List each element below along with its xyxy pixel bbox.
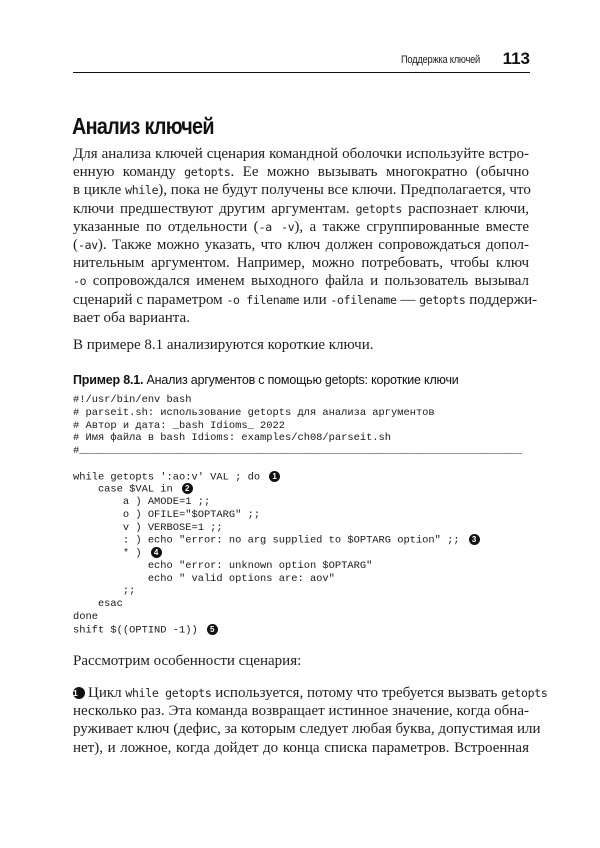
code-line xyxy=(73,432,522,445)
inline-code: getopts xyxy=(355,201,403,216)
code-text: # Автор и дата: _bash Idioms_ 2022 xyxy=(73,419,286,432)
text-run: . Ее можно вызывать многократно (обычно xyxy=(230,164,529,181)
code-text: # parseit.sh: использование getopts для анализа аргументов xyxy=(73,406,435,419)
text-run: или xyxy=(299,291,331,308)
callout-marker-icon: 5 xyxy=(207,624,218,635)
callout-marker-icon: 1 xyxy=(73,687,85,699)
features-intro-paragraph xyxy=(73,652,529,670)
text-run: ), а также сгруппированные вместе xyxy=(294,218,529,235)
text-run: ). Также можно указать, что ключ должен сопровождаться допол- xyxy=(97,237,529,254)
text-run: несколько раз. Эта команда возвращает истинное значение, когда обна- xyxy=(73,703,529,720)
code-line xyxy=(73,624,522,637)
code-line xyxy=(73,483,522,496)
code-text: * ) xyxy=(73,547,142,560)
text-run: нет), и ложное, когда дойдет до конца списка параметров. Встроенная xyxy=(73,739,529,756)
code-text: # Имя файла в bash Idioms: examples/ch08/parseit.sh xyxy=(73,432,392,445)
code-listing xyxy=(73,394,522,636)
code-text: o ) OFILE="$OPTARG" ;; xyxy=(73,508,261,521)
code-text: #_______________________________________________________________________ xyxy=(73,445,522,457)
text-run: енную команду xyxy=(73,164,185,181)
code-line xyxy=(73,598,522,611)
callout-marker-icon: 1 xyxy=(269,471,280,482)
text-run: Для анализа ключей сценария командной оболочки используйте встро- xyxy=(73,146,529,162)
code-text: : ) echo "error: no arg supplied to $OPTARG option" ;; xyxy=(73,534,460,547)
callout-marker-icon: 2 xyxy=(182,483,193,494)
text-run: поддержи- xyxy=(465,291,538,308)
code-text: v ) VERBOSE=1 ;; xyxy=(73,521,223,534)
text-run: руживает ключ (дефис, за которым следует любая буква, допустимая или xyxy=(73,721,541,738)
code-text: ;; xyxy=(73,585,136,598)
code-text: echo "error: unknown option $OPTARG" xyxy=(73,559,373,572)
text-run: нительным аргументом. Например, можно потребовать, чтобы ключ xyxy=(73,255,529,272)
text-run: распознает ключи, xyxy=(402,200,529,217)
paragraph-line xyxy=(73,739,529,757)
example-caption xyxy=(73,373,459,387)
code-line xyxy=(73,560,522,573)
inline-code: while xyxy=(125,183,159,198)
paragraph-line xyxy=(73,309,529,327)
paragraph-line: Рассмотрим особенности сценария: xyxy=(73,653,302,669)
callout-marker-icon: 3 xyxy=(469,534,480,545)
paragraph-line xyxy=(73,145,529,163)
paragraph-line xyxy=(73,291,538,309)
code-line xyxy=(73,496,522,509)
code-line xyxy=(73,573,522,586)
code-line xyxy=(73,445,522,458)
text-run: используется, потому что требуется вызвать xyxy=(211,685,502,701)
code-text: echo " valid options are: aov" xyxy=(73,572,335,585)
code-line xyxy=(73,458,522,471)
inline-code: getopts xyxy=(184,165,231,180)
page-number: 113 xyxy=(502,49,530,68)
inline-code: -ofilename xyxy=(330,292,397,307)
example-caption-text: Анализ аргументов с помощью getopts: короткие ключи xyxy=(143,373,459,387)
code-line xyxy=(73,407,522,420)
text-run: вает оба варианта. xyxy=(73,309,190,326)
text-run: ключи предшествуют другим аргументам. xyxy=(73,200,356,217)
text-run: сценарий с параметром xyxy=(73,291,227,308)
paragraph-line xyxy=(73,702,529,720)
text-run: — xyxy=(396,291,420,308)
callout-marker-icon: 4 xyxy=(151,547,162,558)
code-text: #!/usr/bin/env bash xyxy=(73,394,192,406)
code-line xyxy=(73,420,522,433)
intro-paragraph xyxy=(73,145,538,327)
example-intro-paragraph xyxy=(73,336,529,354)
paragraph-line xyxy=(73,163,529,181)
text-run: ), пока не будут получены все ключи. Предполагается, что xyxy=(158,182,531,199)
code-text: shift $((OPTIND -1)) xyxy=(73,623,198,636)
text-run: сопровождался именем выходного файла и пользователь вызывал xyxy=(86,273,529,290)
running-title: Поддержка ключей xyxy=(400,54,480,66)
paragraph-line: В примере 8.1 анализируются короткие ключи. xyxy=(73,337,374,353)
paragraph-line xyxy=(73,200,529,218)
inline-code: -a -v xyxy=(258,219,295,234)
paragraph-line xyxy=(73,254,529,272)
text-run: Цикл xyxy=(88,685,126,701)
paragraph-line xyxy=(73,236,529,254)
code-text: esac xyxy=(73,598,123,610)
code-text: while getopts ':ao:v' VAL ; do xyxy=(73,470,261,483)
inline-code: -o xyxy=(73,274,87,289)
code-line xyxy=(73,585,522,598)
running-header xyxy=(73,48,530,73)
section-title: Анализ ключей xyxy=(72,113,214,139)
callout-note-1 xyxy=(73,684,548,757)
inline-code: -av xyxy=(78,238,98,253)
inline-code: while getopts xyxy=(125,686,212,700)
code-line xyxy=(73,547,522,560)
code-line xyxy=(73,534,522,547)
text-run: ( xyxy=(73,237,78,254)
inline-code: -o filename xyxy=(226,292,300,307)
example-label: Пример 8.1. xyxy=(73,373,144,387)
paragraph-line xyxy=(73,720,541,738)
code-text: case $VAL in xyxy=(73,483,173,496)
paragraph-line xyxy=(73,684,548,702)
inline-code: getopts xyxy=(501,686,548,700)
code-line xyxy=(73,509,522,522)
code-text: a ) AMODE=1 ;; xyxy=(73,496,211,508)
paragraph-line xyxy=(73,272,529,290)
code-line xyxy=(73,471,522,484)
paragraph-line xyxy=(73,181,529,199)
code-line xyxy=(73,394,522,407)
text-run: указанные по отдельности ( xyxy=(73,218,259,235)
inline-code: getopts xyxy=(419,292,466,307)
code-text: done xyxy=(73,610,98,623)
code-line xyxy=(73,611,522,624)
code-line xyxy=(73,522,522,535)
text-run: в цикле xyxy=(73,182,126,199)
paragraph-line xyxy=(73,218,529,236)
